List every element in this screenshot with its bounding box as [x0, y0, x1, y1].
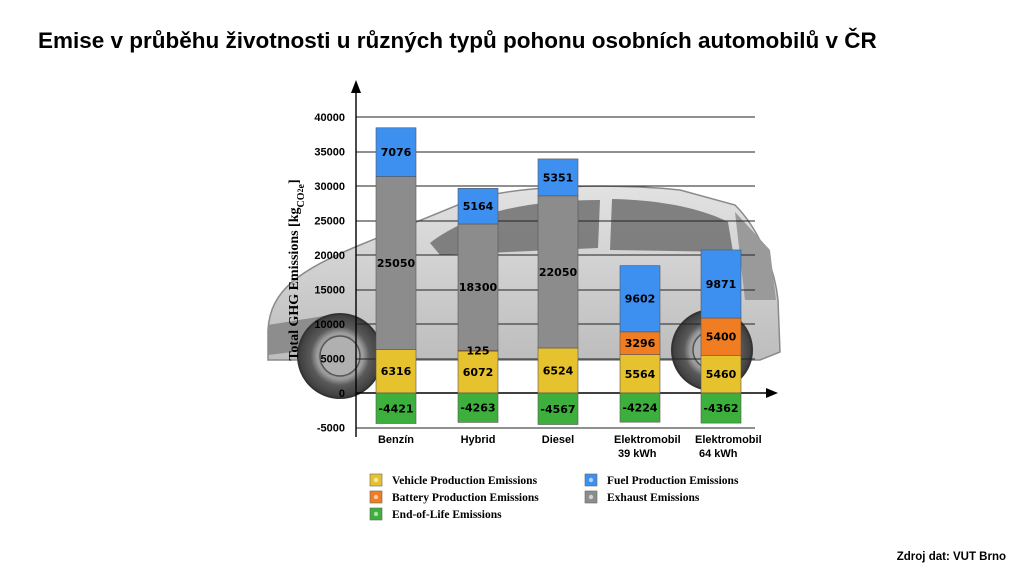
legend-label: Fuel Production Emissions — [607, 475, 739, 487]
legend-label: Battery Production Emissions — [392, 492, 539, 504]
y-tick-label: 10000 — [314, 319, 345, 331]
data-label: 3296 — [624, 337, 656, 351]
data-label: -4224 — [622, 401, 658, 415]
data-label: 125 — [466, 344, 490, 358]
data-label: 7076 — [380, 146, 412, 160]
x-tick-label: Diesel — [541, 434, 575, 446]
data-label: 6072 — [462, 366, 494, 380]
data-label: 5351 — [542, 171, 574, 185]
legend-item-vehicle-production-emissions — [370, 474, 538, 487]
y-tick-label: 5000 — [320, 353, 345, 366]
x-tick-label: Hybrid — [460, 434, 496, 446]
legend-label: Vehicle Production Emissions — [392, 475, 538, 487]
y-tick-label: 25000 — [314, 215, 345, 228]
y-axis-arrow — [351, 80, 361, 93]
legend-item-fuel-production-emissions — [585, 474, 739, 487]
bar-group-benz-n — [376, 128, 416, 424]
data-label: 5460 — [705, 368, 737, 382]
data-label: -4263 — [460, 401, 496, 415]
y-tick-label: 20000 — [314, 250, 345, 262]
data-label: 9871 — [705, 278, 737, 292]
data-label: 5400 — [705, 330, 737, 344]
data-label: 5564 — [624, 367, 656, 381]
data-label: -4421 — [378, 402, 414, 416]
y-tick-label: -5000 — [316, 422, 345, 435]
legend-label: End-of-Life Emissions — [392, 509, 502, 521]
page-title: Emise v průběhu životnosti u různých typů pohonu osobních automobilů v ČR — [38, 28, 877, 53]
data-label: 18300 — [458, 281, 498, 295]
legend-item-end-of-life-emissions — [370, 508, 502, 521]
y-tick-label: 15000 — [314, 284, 345, 297]
x-tick-label: Elektromobil 39 kWh — [614, 434, 681, 460]
y-axis-label: Total GHG Emissions $[kg_{CO2e}]$ — [287, 179, 307, 361]
legend-item-exhaust-emissions — [585, 491, 700, 504]
data-label: 25050 — [376, 256, 416, 270]
x-axis-arrow — [766, 388, 778, 398]
source-note: Zdroj dat: VUT Brno — [896, 551, 1006, 563]
data-label: -4567 — [540, 402, 576, 416]
bar-group-elektromobil-39-kwh — [620, 266, 660, 423]
legend — [370, 474, 739, 521]
y-tick-label: 0 — [338, 388, 345, 400]
legend-item-battery-production-emissions — [370, 491, 539, 504]
bar-group-hybrid — [458, 188, 498, 422]
x-tick-labels — [378, 434, 762, 460]
data-label: 5164 — [462, 200, 494, 214]
data-label: -4362 — [703, 402, 739, 416]
data-label: 22050 — [538, 265, 578, 279]
y-tick-label: 35000 — [314, 146, 345, 159]
data-label: 6316 — [380, 365, 412, 379]
x-tick-label: Benzín — [377, 434, 415, 446]
y-tick-label: 30000 — [314, 181, 345, 193]
legend-label: Exhaust Emissions — [607, 492, 700, 504]
bar-group-diesel — [538, 159, 578, 425]
data-label: 6524 — [542, 364, 574, 378]
x-tick-label: Elektromobil 64 kWh — [695, 434, 762, 460]
y-tick-label: 40000 — [314, 112, 345, 124]
data-label: 9602 — [624, 292, 656, 306]
bar-group-elektromobil-64-kwh — [701, 250, 741, 423]
